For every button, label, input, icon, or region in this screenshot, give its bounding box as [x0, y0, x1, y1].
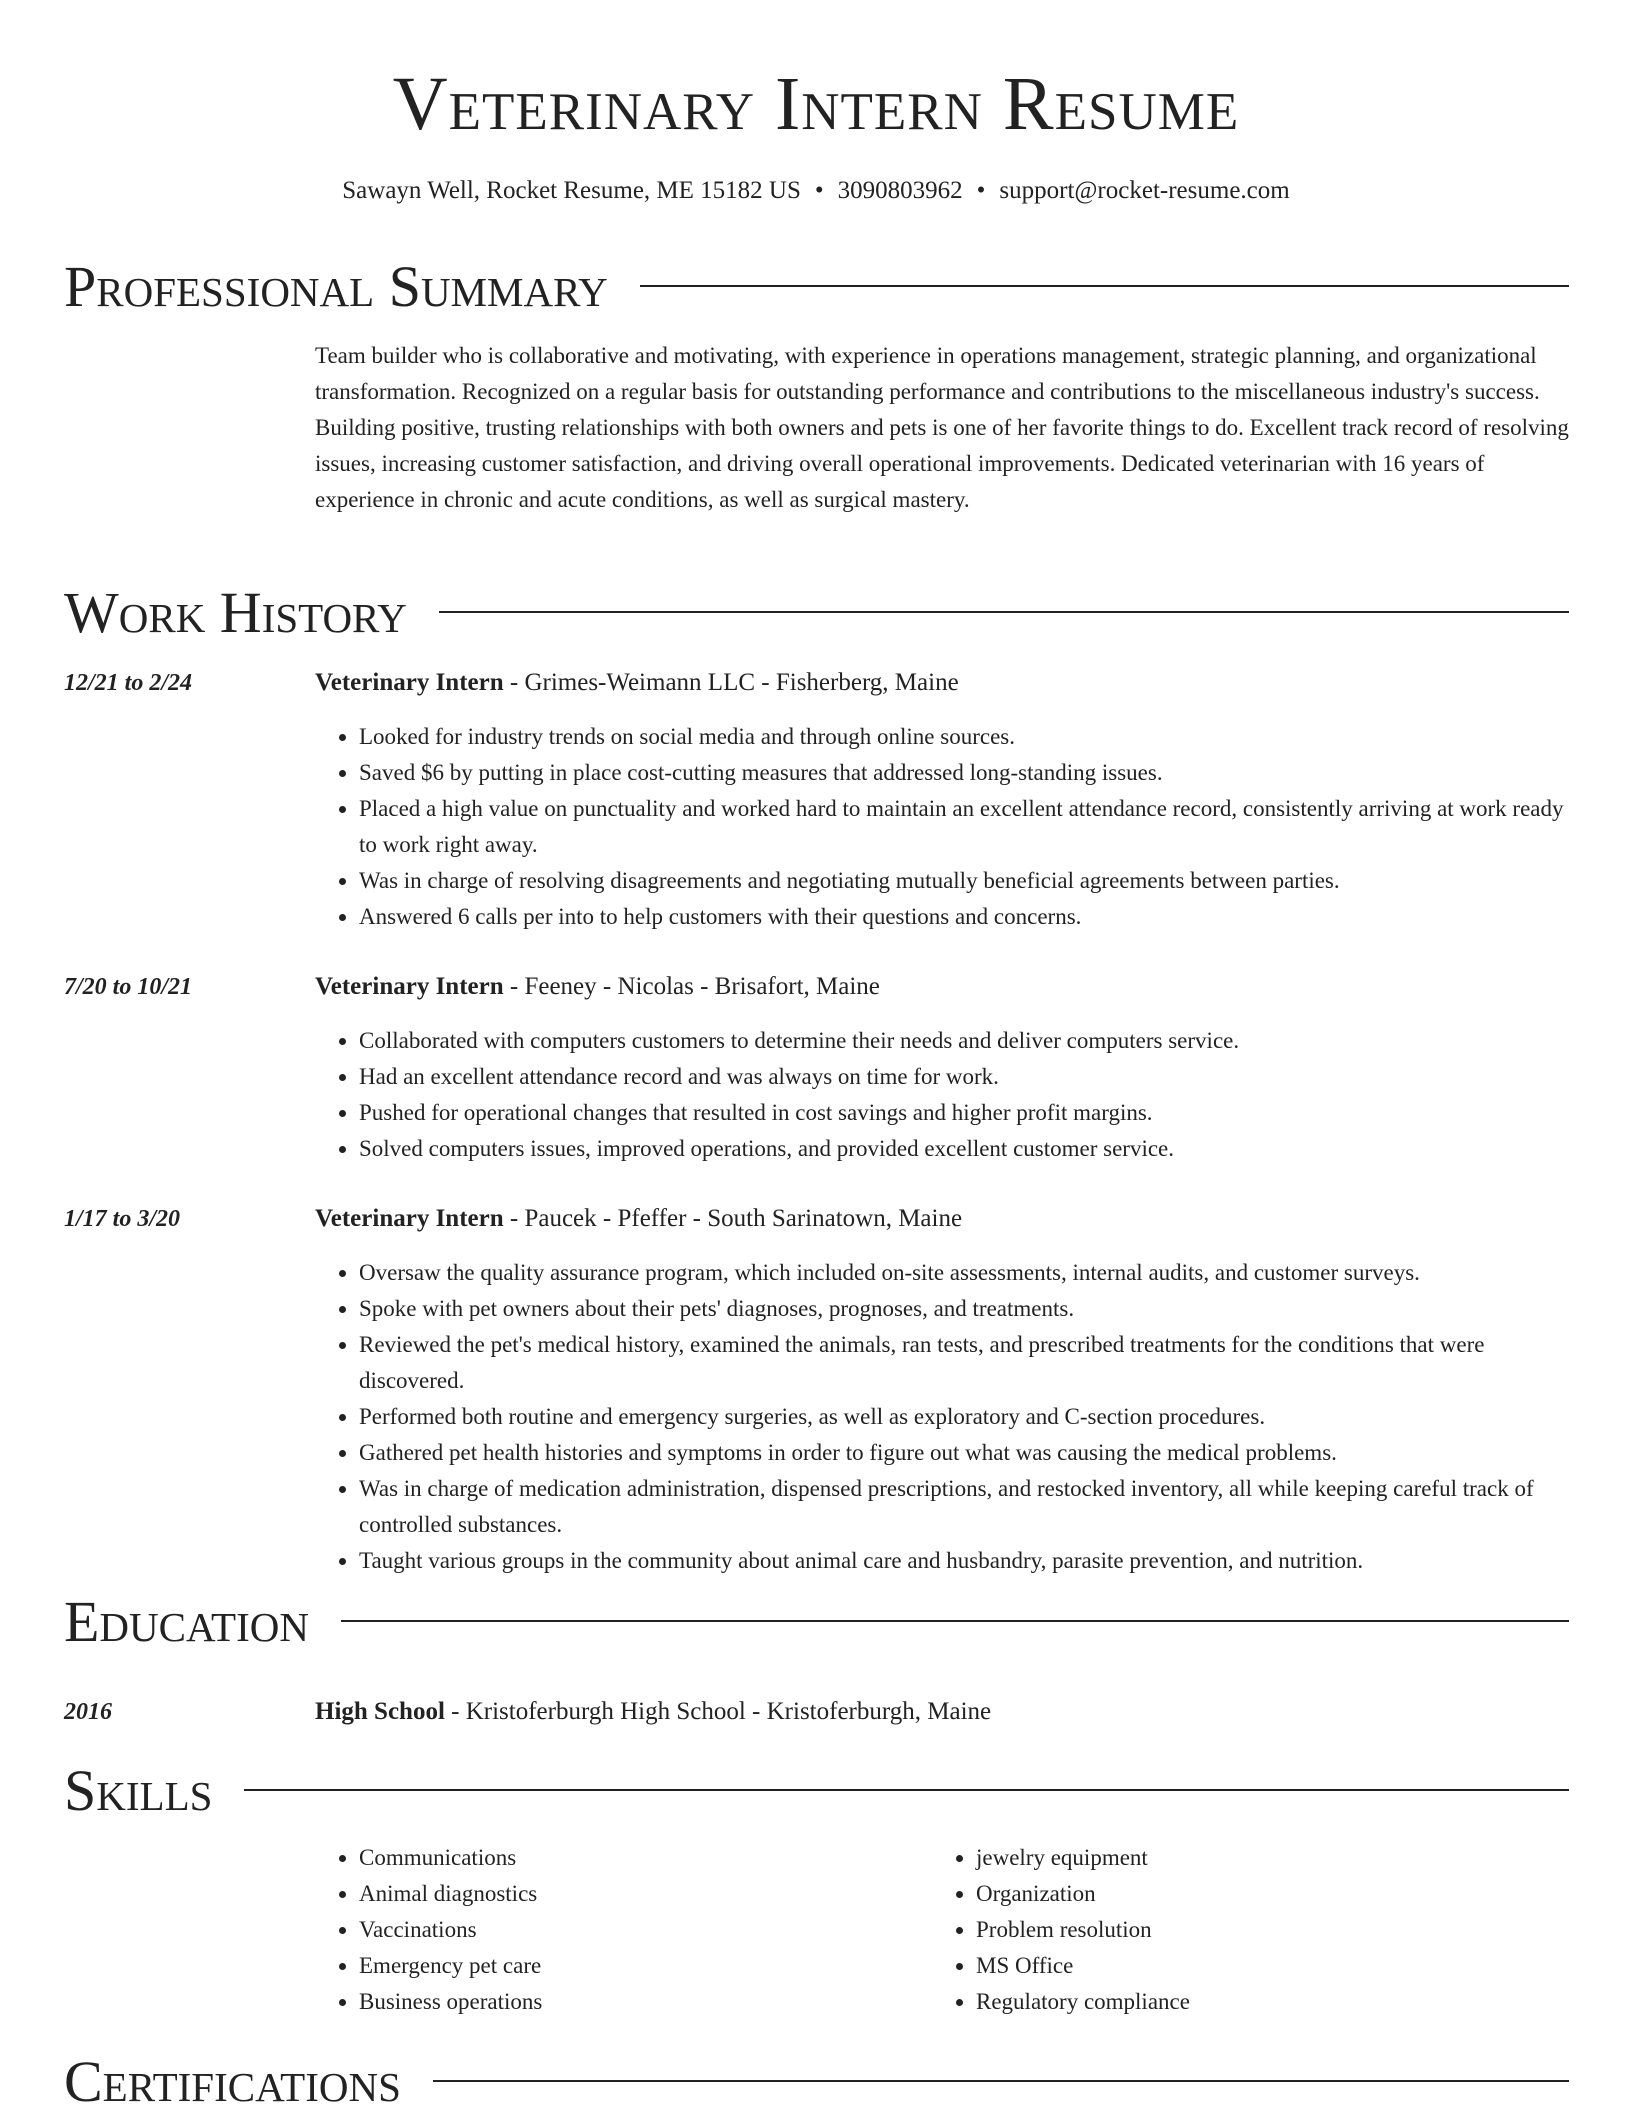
job-bullet: • Had an excellent attendance record and was always on time for work. [359, 1059, 1570, 1095]
section-heading: Skills [64, 1758, 213, 1823]
job-title: Veterinary Intern [315, 973, 504, 1000]
job-bullet: • Oversaw the quality assurance program, which included on-site assessments, internal audits, and customer surveys. [359, 1255, 1570, 1291]
job-details: - Grimes-Weimann LLC - Fisherberg, Maine [503, 669, 959, 696]
section-skills [64, 1758, 1569, 1824]
section-divider [244, 1789, 1569, 1791]
job-bullet: • Spoke with pet owners about their pets' diagnoses, prognoses, and treatments. [359, 1291, 1570, 1327]
contact-separator: • [814, 177, 824, 204]
skill-item: • jewelry equipment [976, 1840, 1552, 1876]
skill-item: • Regulatory compliance [976, 1984, 1552, 2020]
contact-separator: • [976, 177, 986, 204]
job-bullet: • Reviewed the pet's medical history, examined the animals, ran tests, and prescribed treatments for the conditions that were discovered. [359, 1327, 1570, 1399]
section-certifications [64, 2049, 1569, 2115]
job-bullet: • Placed a high value on punctuality and worked hard to maintain an excellent attendance record, consistently arriving at work ready to work right away. [359, 791, 1570, 863]
job-details: - Paucek - Pfeffer - South Sarinatown, Maine [503, 1205, 963, 1232]
section-divider [640, 285, 1569, 287]
contact-line [0, 174, 1632, 208]
job-details: - Feeney - Nicolas - Brisafort, Maine [503, 973, 880, 1000]
job-bullet: • Performed both routine and emergency surgeries, as well as exploratory and C-section procedures. [359, 1399, 1570, 1435]
education-details: - Kristoferburgh High School - Kristoferburgh, Maine [444, 1698, 992, 1725]
job-bullets [315, 719, 1570, 935]
skill-item: • MS Office [976, 1948, 1552, 1984]
job-bullet: • Answered 6 calls per into to help customers with their questions and concerns. [359, 899, 1570, 935]
contact-address: Sawayn Well, Rocket Resume, ME 15182 US [342, 177, 801, 204]
skills-list-right [932, 1840, 1552, 2020]
skill-item: • Animal diagnostics [359, 1876, 915, 1912]
summary-text: Team builder who is collaborative and motivating, with experience in operations management, strategic planning, and organizational transformation. Recognized on a regular basis for outstanding performance and contributions to the miscellaneous industry's success. Building positive, trusting relationships with both owners and pets is one of her favorite things to do. Excellent track record of resolving issues, increasing customer satisfaction, and driving overall operational improvements. Dedicated veterinarian with 16 years of experience in chronic and acute conditions, as well as surgical mastery. [315, 343, 1569, 512]
skill-item: • Business operations [359, 1984, 915, 2020]
contact-email: support@rocket-resume.com [999, 177, 1290, 204]
skill-item: • Communications [359, 1840, 915, 1876]
job-title: Veterinary Intern [315, 669, 504, 696]
job-bullets [315, 1255, 1570, 1579]
job-bullet: • Was in charge of resolving disagreements and negotiating mutually beneficial agreements between parties. [359, 863, 1570, 899]
section-heading: Certifications [64, 2049, 401, 2114]
section-professional-summary [64, 254, 1569, 320]
resume-title: Veterinary Intern Resume [392, 62, 1240, 146]
job-bullet: • Collaborated with computers customers to determine their needs and deliver computers service. [359, 1023, 1570, 1059]
section-divider [439, 611, 1569, 613]
section-divider [433, 2080, 1569, 2082]
skill-item: • Emergency pet care [359, 1948, 915, 1984]
section-heading: Work History [64, 580, 407, 645]
job-bullet: • Gathered pet health histories and symptoms in order to figure out what was causing the medical problems. [359, 1435, 1570, 1471]
section-heading: Professional Summary [64, 254, 608, 319]
education-heading [315, 1695, 1570, 1729]
job-title: Veterinary Intern [315, 1205, 504, 1232]
skill-item: • Organization [976, 1876, 1552, 1912]
job-bullets [315, 1023, 1570, 1167]
job-heading [315, 1202, 1570, 1236]
skill-item: • Vaccinations [359, 1912, 915, 1948]
education-degree: High School [315, 1698, 445, 1725]
job-heading [315, 970, 1570, 1004]
section-heading: Education [64, 1589, 309, 1654]
skill-item: • Problem resolution [976, 1912, 1552, 1948]
job-bullet: • Taught various groups in the community about animal care and husbandry, parasite prevention, and nutrition. [359, 1543, 1570, 1579]
job-heading [315, 666, 1570, 700]
section-work-history [64, 580, 1569, 646]
job-bullet: • Looked for industry trends on social media and through online sources. [359, 719, 1570, 755]
contact-phone: 3090803962 [837, 177, 963, 204]
section-education [64, 1589, 1569, 1655]
job-dates: 12/21 to 2/24 [64, 670, 193, 696]
education-year: 2016 [64, 1699, 112, 1725]
job-bullet: • Saved $6 by putting in place cost-cutting measures that addressed long-standing issues. [359, 755, 1570, 791]
job-bullet: • Was in charge of medication administration, dispensed prescriptions, and restocked inventory, all while keeping careful track of controlled substances. [359, 1471, 1570, 1543]
skills-list-left [315, 1840, 915, 2020]
job-bullet: • Pushed for operational changes that resulted in cost savings and higher profit margins. [359, 1095, 1570, 1131]
job-dates: 7/20 to 10/21 [64, 974, 193, 1000]
job-bullet: • Solved computers issues, improved operations, and provided excellent customer service. [359, 1131, 1570, 1167]
job-dates: 1/17 to 3/20 [64, 1206, 181, 1232]
section-divider [341, 1620, 1569, 1622]
